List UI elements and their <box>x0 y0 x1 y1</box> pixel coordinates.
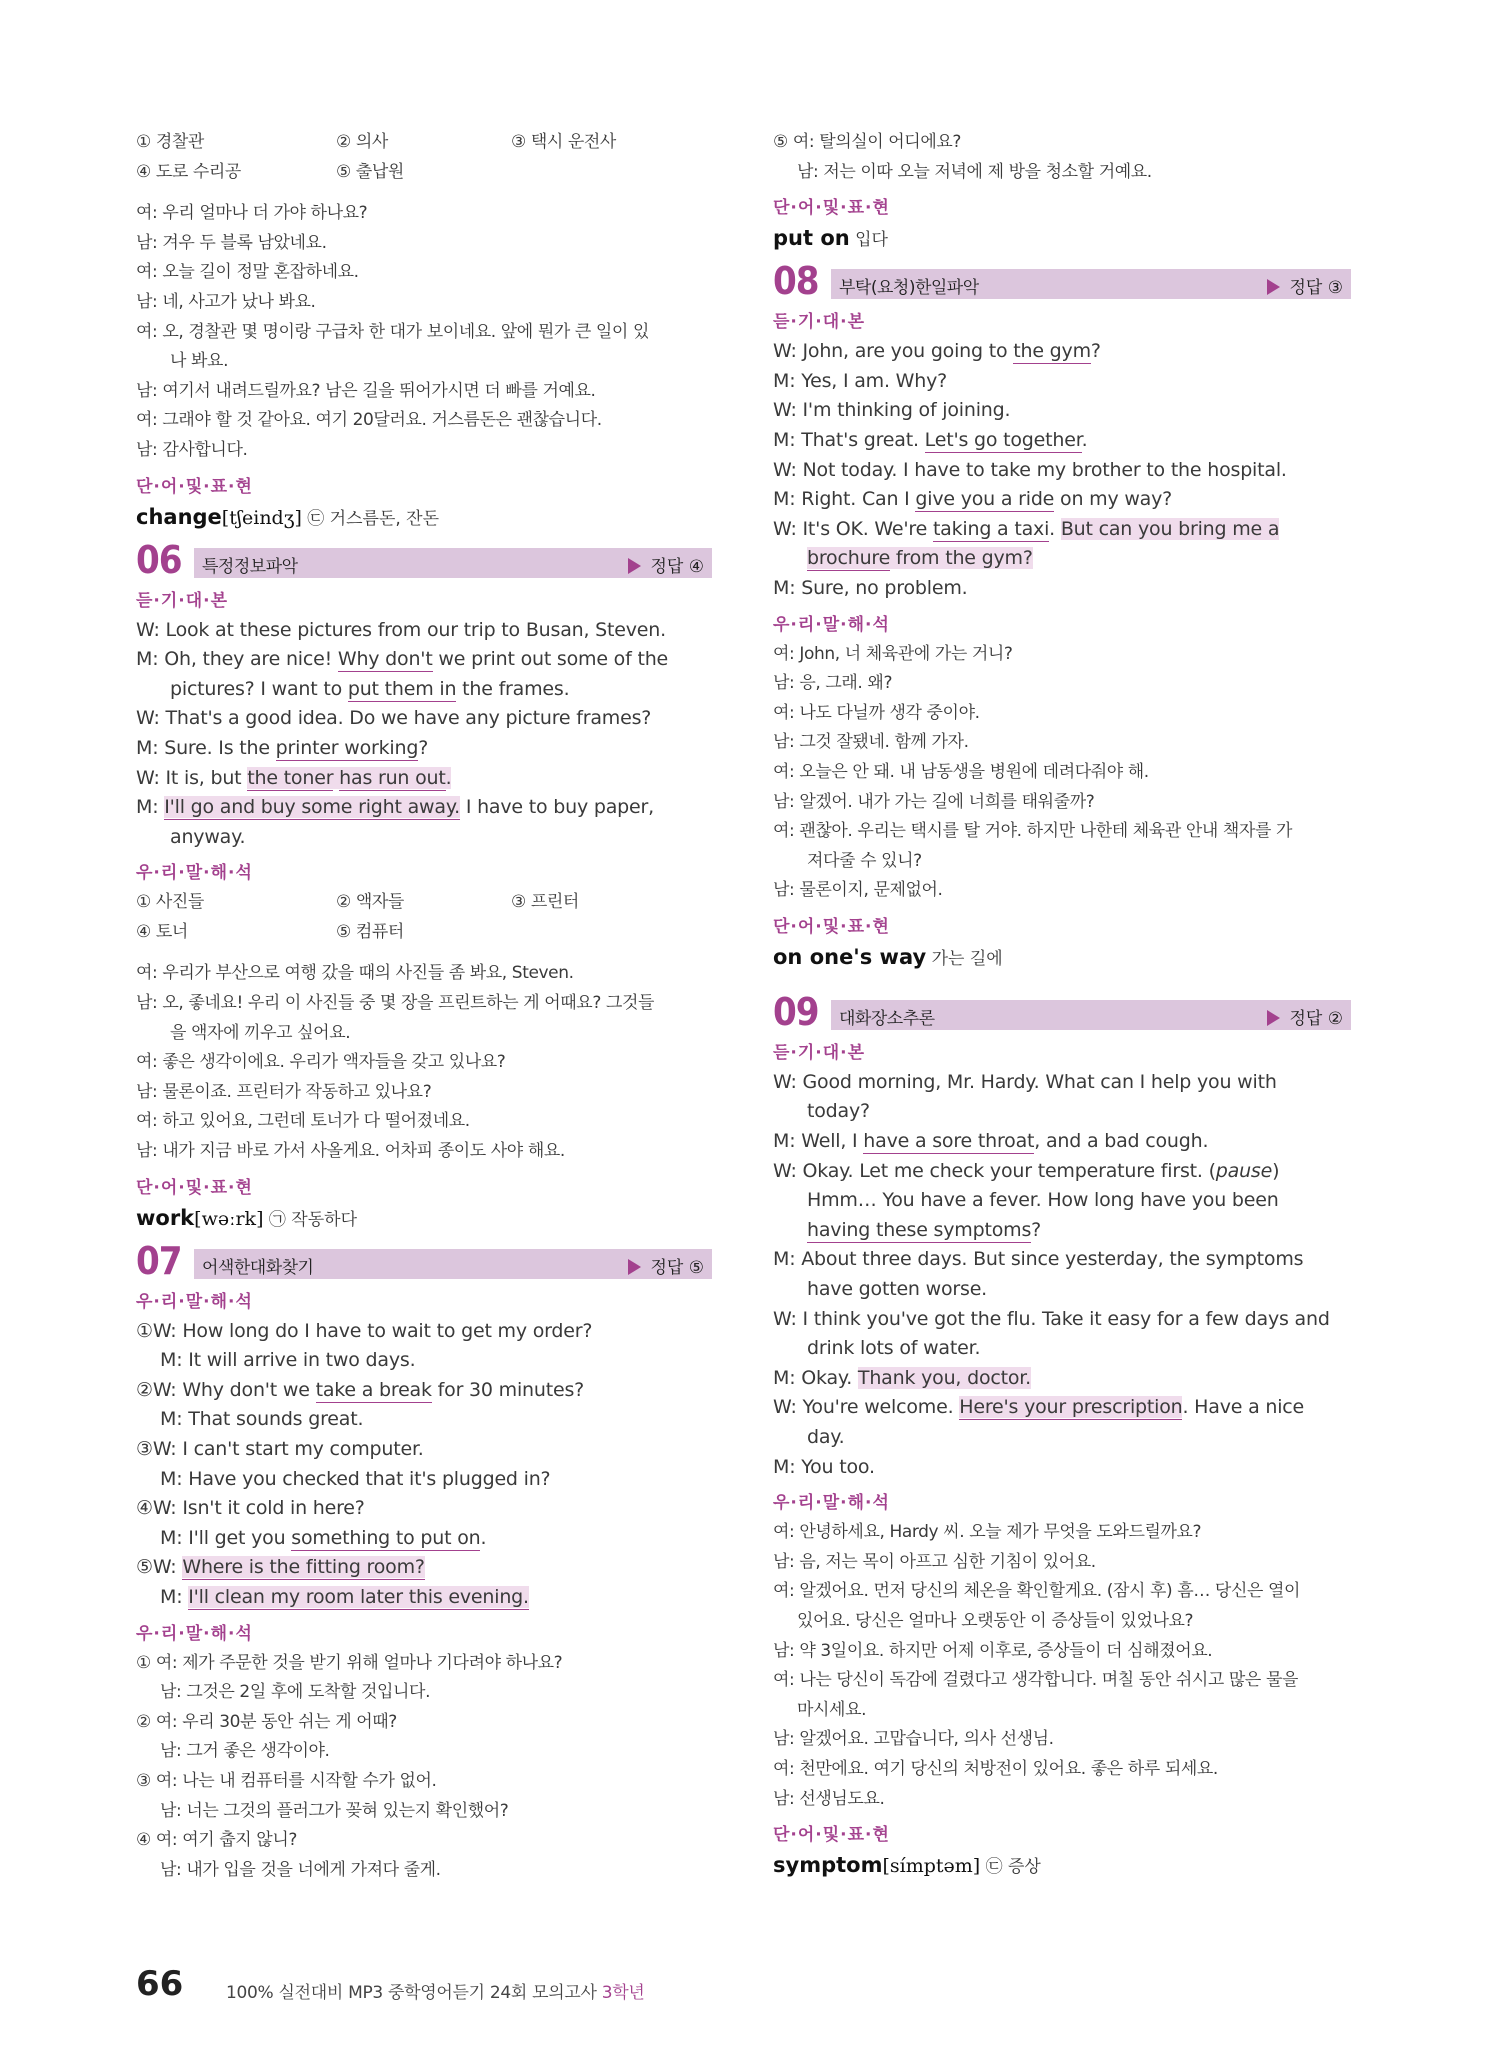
page-number: 66 <box>136 1964 184 2004</box>
translation-line: 남: 내가 지금 바로 가서 사올게요. 어차피 종이도 사야 해요. <box>136 1141 565 1162</box>
script-label: 우·리·말·해·석 <box>136 1291 253 1312</box>
underlined-phrase: brochure <box>807 547 891 570</box>
translation-line: ⑤ 여: 탈의실이 어디에요? <box>773 132 961 152</box>
script-label: 듣·기·대·본 <box>773 1042 866 1063</box>
highlighted-phrase: But can you bring me a <box>1060 517 1280 540</box>
underlined-phrase: take a break <box>315 1378 432 1401</box>
underlined-phrase: the gym <box>1013 340 1091 363</box>
choice: ③ 프린터 <box>511 892 579 913</box>
underlined-phrase: Where is the fitting room? <box>182 1556 425 1579</box>
answer-text: 정답 ② <box>1289 1008 1343 1029</box>
script-line: having these symptoms? <box>807 1218 1042 1241</box>
script-line: M: Right. Can I give you a ride on my way? <box>773 488 1173 511</box>
script-line: W: I think you've got the flu. Take it easy for a few days and <box>773 1307 1330 1330</box>
answer <box>1267 273 1344 298</box>
section-bar <box>194 1249 712 1279</box>
translation-line: 여: 오늘은 안 돼. 내 남동생을 병원에 데려다줘야 해. <box>773 761 1149 782</box>
script-line: M: Okay. Thank you, doctor. <box>773 1366 1031 1389</box>
answer <box>628 552 705 577</box>
script-line: ②W: Why don't we take a break for 30 minutes? <box>136 1378 585 1401</box>
script-line: M: Well, I have a sore throat, and a bad cough. <box>773 1130 1209 1153</box>
translation-line: 여: 괜찮아. 우리는 택시를 탈 거야. 하지만 나한테 체육관 안내 책자를 가 <box>773 821 1292 842</box>
choice: ① 사진들 <box>136 892 204 913</box>
choice: ⑤ 컴퓨터 <box>336 921 404 942</box>
translation-label: 우·리·말·해·석 <box>773 614 890 635</box>
question-number: 07 <box>136 1238 182 1283</box>
vocab-word: work <box>136 1205 195 1230</box>
q08-header <box>773 261 1351 307</box>
vocab-entry <box>136 502 712 534</box>
vocab-label: 단·어·및·표·현 <box>773 198 890 219</box>
translation-line: 남: 물론이지, 문제없어. <box>773 880 943 901</box>
script-line: M: Oh, they are nice! Why don't we print out some of the <box>136 648 669 671</box>
q05-choices <box>136 128 712 187</box>
choice: ① 경찰관 <box>136 132 204 152</box>
vocab-word: change <box>136 504 222 529</box>
translation-line: 나 봐요. <box>170 351 229 372</box>
script-line <box>773 544 1351 574</box>
vocab-meaning: ㉠ 작동하다 <box>268 1209 357 1230</box>
translation-line: 남: 알겠어요. 고맙습니다, 의사 선생님. <box>773 1729 1054 1750</box>
script-line: W: I'm thinking of joining. <box>773 399 1011 422</box>
section-bar <box>194 548 712 578</box>
translation-line: 남: 선생님도요. <box>773 1788 885 1809</box>
highlighted-phrase: Thank you, doctor. <box>857 1366 1031 1389</box>
script-line: M: I'll get you something to put on. <box>160 1526 487 1549</box>
answer-text: 정답 ④ <box>650 556 704 577</box>
question-number: 06 <box>136 537 182 582</box>
choice: ③ 택시 운전사 <box>511 132 616 152</box>
vocab-entry <box>773 942 1351 974</box>
answer-text: 정답 ⑤ <box>650 1257 704 1278</box>
translation-line: 남: 약 3일이요. 하지만 어제 이후로, 증상들이 더 심해졌어요. <box>773 1640 1213 1661</box>
q07-translation-continued <box>773 128 1351 187</box>
triangle-icon <box>628 558 641 574</box>
script-line: W: It's OK. We're taking a taxi. But can you bring me a <box>773 517 1280 540</box>
translation-line: 남: 알겠어. 내가 가는 길에 너희를 태워줄까? <box>773 791 1095 812</box>
translation-label: 우·리·말·해·석 <box>773 1493 890 1514</box>
translation-line: 여: 알겠어요. 먼저 당신의 체온을 확인할게요. (잠시 후) 흠… 당신은 열이 <box>773 1581 1301 1602</box>
script-line: M: You too. <box>773 1455 875 1478</box>
vocab-meaning: ㉢ 거스름돈, 잔돈 <box>307 508 440 529</box>
underlined-phrase: having these symptoms <box>807 1218 1032 1241</box>
question-type: 부탁(요청)한일파악 <box>839 278 979 299</box>
choice: ④ 토너 <box>136 921 188 942</box>
translation-line: 져다줄 수 있니? <box>807 850 922 871</box>
script-line: W: It is, but the toner has run out. <box>136 766 452 789</box>
right-column <box>773 128 1351 1882</box>
q09-translation <box>773 1518 1351 1814</box>
choice: ④ 도로 수리공 <box>136 161 241 182</box>
script-line: W: Look at these pictures from our trip to Busan, Steven. <box>136 618 666 641</box>
underlined-phrase: has run out <box>339 766 446 789</box>
choice: ② 액자들 <box>336 892 404 913</box>
translation-line: ④ 여: 여기 춥지 않니? <box>136 1830 297 1851</box>
q06-script <box>136 616 712 853</box>
translation-line: 여: 오, 경찰관 몇 명이랑 구급차 한 대가 보이네요. 앞에 뭔가 큰 일이 있 <box>136 321 649 342</box>
script-line: W: John, are you going to the gym? <box>773 340 1101 363</box>
translation-label: 우·리·말·해·석 <box>136 1623 253 1644</box>
script-label: 듣·기·대·본 <box>136 590 229 611</box>
underlined-phrase: give you a ride <box>915 488 1055 511</box>
underlined-phrase: I'll clean my room later this evening. <box>188 1585 529 1608</box>
translation-line: 여: 우리가 부산으로 여행 갔을 때의 사진들 좀 봐요, Steven. <box>136 963 574 984</box>
script-line: ③W: I can't start my computer. <box>136 1438 424 1460</box>
book-title-text: 100% 실전대비 MP3 중학영어듣기 24회 모의고사 <box>226 1983 597 2003</box>
script-line: M: Yes, I am. Why? <box>773 369 948 392</box>
translation-line: 남: 그거 좋은 생각이야. <box>160 1741 330 1762</box>
underlined-phrase: Let's go together <box>924 428 1082 451</box>
script-line: W: You're welcome. Here's your prescription. Have a nice <box>773 1396 1305 1419</box>
script-line: anyway. <box>170 825 246 848</box>
page-footer <box>136 1964 836 2004</box>
translation-line: 남: 응, 그래. 왜? <box>773 673 893 694</box>
q06-choices <box>136 888 712 947</box>
translation-line: 남: 겨우 두 블록 남았네요. <box>136 232 327 253</box>
script-line: W: Not today. I have to take my brother to the hospital. <box>773 458 1287 481</box>
script-line: M: About three days. But since yesterday, the symptoms <box>773 1248 1304 1271</box>
vocab-label: 단·어·및·표·현 <box>773 916 890 937</box>
translation-line: 남: 물론이죠. 프린터가 작동하고 있나요? <box>136 1081 432 1102</box>
vocab-label: 단·어·및·표·현 <box>136 1177 253 1198</box>
script-line: ④W: Isn't it cold in here? <box>136 1497 365 1520</box>
translation-line: 남: 저는 이따 오늘 저녁에 제 방을 청소할 거예요. <box>797 161 1152 182</box>
translation-line: 여: 안녕하세요, Hardy 씨. 오늘 제가 무엇을 도와드릴까요? <box>773 1522 1202 1543</box>
translation-line: 여: 나도 다닐까 생각 중이야. <box>773 702 980 723</box>
triangle-icon <box>1267 1010 1280 1026</box>
triangle-icon <box>1267 279 1280 295</box>
translation-line: ① 여: 제가 주문한 것을 받기 위해 얼마나 기다려야 하나요? <box>136 1652 563 1673</box>
script-line: day. <box>807 1426 845 1448</box>
script-line: M: I'll clean my room later this evening. <box>160 1585 529 1608</box>
script-line: have gotten worse. <box>807 1278 988 1301</box>
vocab-entry <box>773 1850 1351 1882</box>
translation-line: 남: 그것 잘됐네. 함께 가자. <box>773 732 969 753</box>
translation-line: 남: 너는 그것의 플러그가 꽂혀 있는지 확인했어? <box>160 1800 509 1821</box>
translation-line: ② 여: 우리 30분 동안 쉬는 게 어때? <box>136 1711 397 1732</box>
vocab-entry <box>136 1203 712 1235</box>
script-line: W: That's a good idea. Do we have any picture frames? <box>136 707 652 730</box>
translation-line: 남: 오, 좋네요! 우리 이 사진들 중 몇 장을 프린트하는 게 어때요? 그것들 <box>136 993 655 1014</box>
choice: ⑤ 출납원 <box>336 161 404 182</box>
vocab-phonetic: [wəːrk] <box>194 1207 264 1230</box>
q09-header <box>773 989 1351 1038</box>
script-line: drink lots of water. <box>807 1337 981 1360</box>
question-number: 09 <box>773 989 819 1034</box>
vocab-meaning: 가는 길에 <box>931 948 1003 969</box>
translation-line: 여: 그래야 할 것 같아요. 여기 20달러요. 거스름돈은 괜찮습니다. <box>136 410 602 431</box>
translation-line: 여: John, 너 체육관에 가는 거니? <box>773 643 1013 664</box>
script-line: Hmm… You have a fever. How long have you been <box>807 1189 1279 1212</box>
translation-line: 여: 좋은 생각이에요. 우리가 액자들을 갖고 있나요? <box>136 1052 506 1073</box>
script-line: M: That's great. Let's go together. <box>773 428 1088 451</box>
question-type: 특정정보파악 <box>202 556 298 577</box>
script-line: M: That sounds great. <box>160 1408 364 1431</box>
translation-line: 여: 천만에요. 여기 당신의 처방전이 있어요. 좋은 하루 되세요. <box>773 1758 1218 1779</box>
translation-line: ③ 여: 나는 내 컴퓨터를 시작할 수가 없어. <box>136 1770 437 1791</box>
script-line: ①W: How long do I have to wait to get my order? <box>136 1319 593 1342</box>
highlighted-phrase: from the gym? <box>890 547 1033 570</box>
translation-line: 여: 하고 있어요, 그런데 토너가 다 떨어졌네요. <box>136 1111 470 1132</box>
question-number: 08 <box>773 259 819 304</box>
book-title <box>226 1978 645 2003</box>
q07-header <box>136 1238 712 1287</box>
triangle-icon <box>628 1259 641 1275</box>
translation-line: 여: 오늘 길이 정말 혼잡하네요. <box>136 262 359 283</box>
translation-line: 여: 나는 당신이 독감에 걸렸다고 생각합니다. 며칠 동안 쉬시고 많은 물을 <box>773 1670 1299 1691</box>
translation-line: 남: 감사합니다. <box>136 439 248 460</box>
underlined-phrase: something to put on <box>291 1526 481 1549</box>
underlined-phrase: printer working <box>275 736 419 759</box>
answer <box>628 1253 705 1278</box>
script-line: today? <box>807 1100 870 1123</box>
q07-script <box>136 1317 712 1613</box>
underlined-phrase: have a sore throat <box>863 1130 1035 1153</box>
q08-script <box>773 337 1351 603</box>
question-type: 대화장소추론 <box>839 1008 935 1029</box>
left-column <box>136 128 712 1885</box>
vocab-label: 단·어·및·표·현 <box>773 1825 890 1846</box>
q07-translation <box>136 1649 712 1886</box>
underlined-phrase: taking a taxi <box>932 517 1050 540</box>
underlined-phrase: the toner <box>247 766 334 789</box>
translation-line: 남: 네, 사고가 났나 봐요. <box>136 291 316 312</box>
section-bar <box>831 269 1351 299</box>
translation-line: 을 액자에 끼우고 싶어요. <box>170 1022 351 1043</box>
translation-line: 마시세요. <box>797 1699 867 1720</box>
underlined-phrase: Why don't <box>337 648 433 671</box>
q08-translation <box>773 640 1351 906</box>
answer-text: 정답 ③ <box>1289 278 1343 299</box>
vocab-phonetic: [símptəm] <box>882 1855 981 1878</box>
vocab-word: symptom <box>773 1853 883 1878</box>
vocab-word: on one's way <box>773 944 927 969</box>
script-line: M: It will arrive in two days. <box>160 1349 416 1372</box>
section-bar <box>831 1000 1351 1030</box>
translation-line: 있어요. 당신은 얼마나 오랫동안 이 증상들이 있었나요? <box>797 1610 1194 1631</box>
translation-line: 남: 내가 입을 것을 너에게 가져다 줄게. <box>160 1859 441 1880</box>
translation-label: 우·리·말·해·석 <box>136 863 253 884</box>
question-type: 어색한대화찾기 <box>202 1257 314 1278</box>
vocab-entry <box>773 223 1351 255</box>
translation-line: 남: 음, 저는 목이 아프고 심한 기침이 있어요. <box>773 1551 1096 1572</box>
vocab-meaning: ㉢ 증상 <box>985 1857 1041 1878</box>
script-line: M: Sure, no problem. <box>773 576 968 599</box>
script-label: 듣·기·대·본 <box>773 312 866 333</box>
translation-line: 남: 여기서 내려드릴까요? 남은 길을 뛰어가시면 더 빠를 거예요. <box>136 380 596 401</box>
underlined-phrase: put them in <box>347 677 457 700</box>
script-line: W: Okay. Let me check your temperature first. (pause) <box>773 1159 1280 1182</box>
translation-line: 남: 그것은 2일 후에 도착할 것입니다. <box>160 1682 431 1703</box>
script-line: M: I'll go and buy some right away. I have to buy paper, <box>136 796 654 819</box>
script-line: W: Good morning, Mr. Hardy. What can I help you with <box>773 1070 1277 1093</box>
script-line: ⑤W: Where is the fitting room? <box>136 1556 425 1579</box>
translation-line: 여: 우리 얼마나 더 가야 하나요? <box>136 203 368 224</box>
answer <box>1267 1004 1344 1029</box>
q06-translation <box>136 959 712 1166</box>
q05-translation <box>136 199 712 465</box>
script-line: M: Sure. Is the printer working? <box>136 736 429 759</box>
vocab-meaning: 입다 <box>855 230 888 251</box>
script-line: pictures? I want to put them in the frames. <box>170 677 570 700</box>
vocab-word: put on <box>773 226 850 251</box>
underlined-phrase: I'll go and buy some right away. <box>164 796 460 819</box>
q09-script <box>773 1068 1351 1482</box>
underlined-phrase: Here's your prescription <box>959 1396 1183 1419</box>
vocab-phonetic: [tʃeindʒ] <box>221 506 302 529</box>
grade-label: 3학년 <box>601 1983 645 2003</box>
q06-header <box>136 537 712 586</box>
vocab-label: 단·어·및·표·현 <box>136 476 253 497</box>
choice: ② 의사 <box>336 132 388 152</box>
script-line: M: Have you checked that it's plugged in? <box>160 1467 551 1490</box>
